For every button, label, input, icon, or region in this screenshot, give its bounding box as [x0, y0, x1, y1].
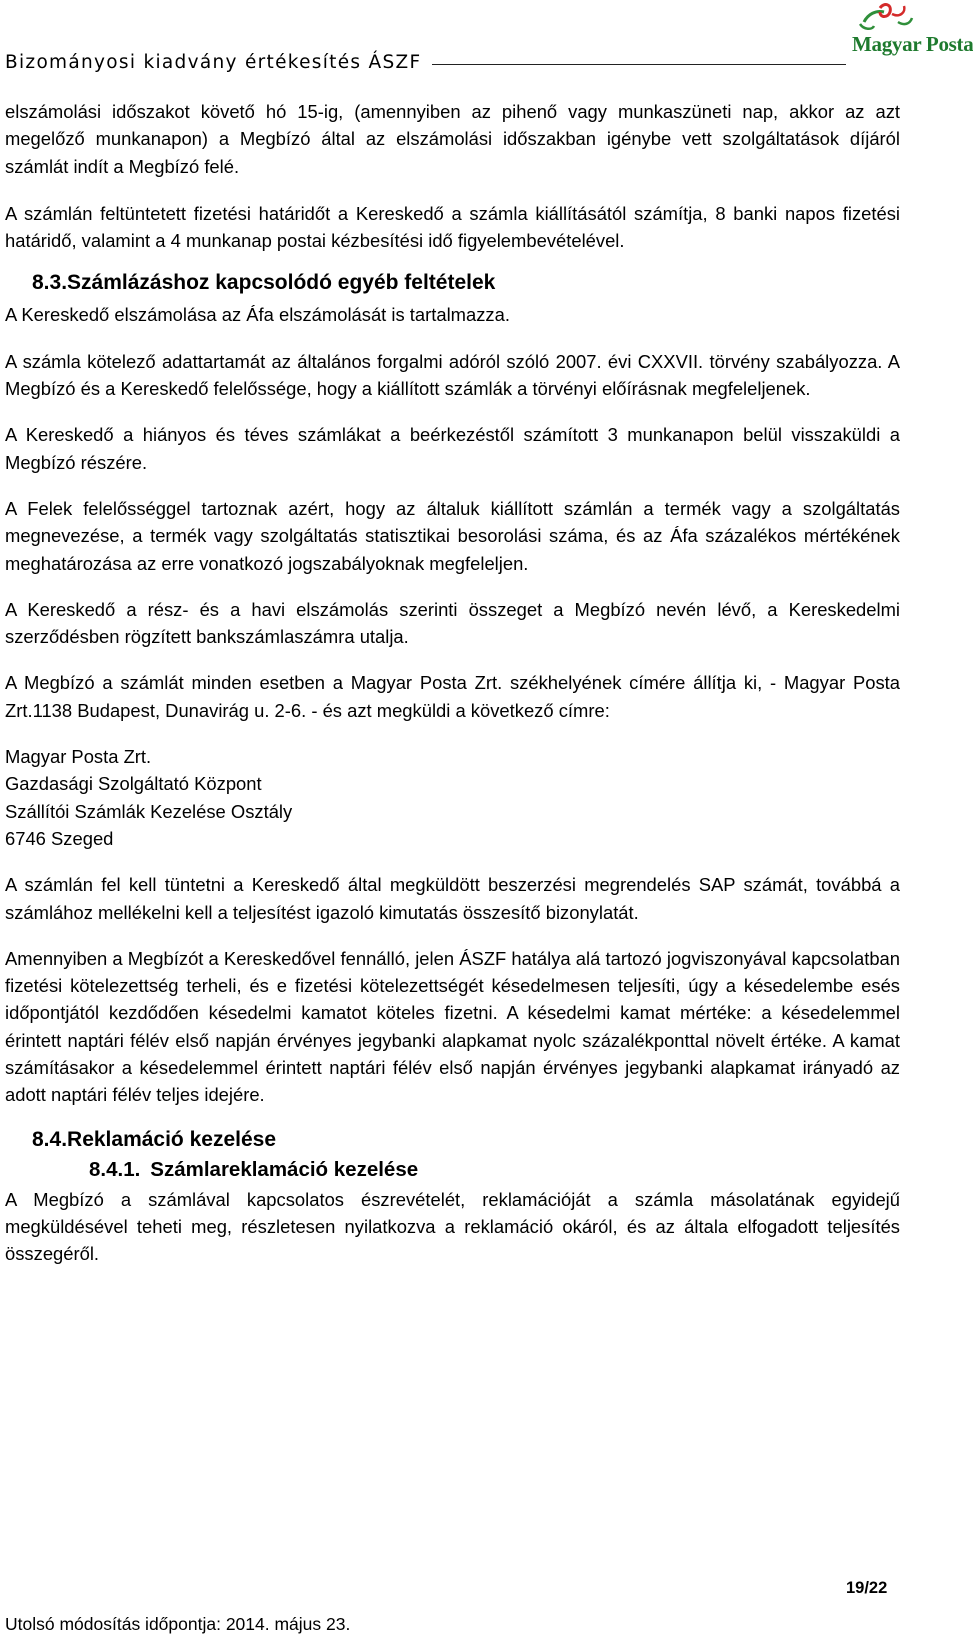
document-body	[5, 98, 900, 1268]
section-number: 8.4.	[32, 1127, 68, 1151]
paragraph: A számla kötelező adattartamát az általános forgalmi adóról szóló 2007. évi CXXVII. törvény szabályozza. A Megbízó és a Kereskedő felelőssége, hogy a kiállított számlák a törvényi előírásnak megfeleljenek.	[5, 350, 900, 400]
paragraph: A Felek felelősséggel tartoznak azért, hogy az általuk kiállított számlán a termék vagy a szolgáltatás megnevezése, a termék vagy szolgáltatás statisztikai besorolási száma, és az Áfa százalékos mértékének meghatározása az erre vonatkozó jogszabályoknak megfeleljen.	[5, 497, 900, 574]
header-rule	[432, 64, 846, 65]
paragraph: A Kereskedő a hiányos és téves számlákat a beérkezéstől számított 3 munkanapon belül visszaküldi a Megbízó részére.	[5, 424, 900, 473]
paragraph: A számlán fel kell tüntetni a Kereskedő által megküldött beszerzési megrendelés SAP számát, továbbá a számlához mellékelni kell a teljesítést igazoló kimutatás összesítő bizonylatát.	[5, 874, 900, 923]
paragraph: elszámolási időszakot követő hó 15-ig, (amennyiben az pihenő vagy munkaszüneti nap, akkor az azt megelőző munkanapon) a Megbízó által az elszámolási időszakban igénybe vett szolgáltatások díjáról számlát indít a Megbízó felé.	[5, 101, 900, 177]
address-block	[5, 743, 900, 852]
paragraph: A Megbízó a számlát minden esetben a Magyar Posta Zrt. székhelyének címére állítja ki, - Magyar Posta Zrt.1138 Budapest, Dunavirág u. 2-6. - és azt megküldi a következő címre:	[5, 672, 900, 721]
document-title: Bizományosi kiadvány értékesítés ÁSZF	[5, 52, 422, 73]
paragraph: A Megbízó a számlával kapcsolatos észrevételét, reklamációját a számla másolatának egyidejű megküldésével teheti meg, részletesen nyilatkozva a reklamáció okáról, és az általa elfogadott teljesítés összegéről.	[5, 1188, 900, 1265]
address-line: Magyar Posta Zrt.	[5, 746, 152, 768]
post-horn-icon	[850, 0, 958, 34]
paragraph: A Kereskedő a rész- és a havi elszámolás szerinti összeget a Megbízó nevén lévő, a Kereskedelmi szerződésben rögzített bankszámlaszámra utalja.	[5, 598, 900, 648]
logo-wordmark: Magyar Posta	[852, 32, 973, 56]
section-title: Számlareklamáció kezelése	[150, 1157, 419, 1181]
section-title: Reklamáció kezelése	[67, 1127, 277, 1151]
paragraph: Amennyiben a Megbízót a Kereskedővel fennálló, jelen ÁSZF hatálya alá tartozó jogviszonyával kapcsolatban fizetési kötelezettség terheli, és e fizetési kötelezettségét késedelmesen teljesíti, úgy a késedelembe esés időpontjától kezdődően késedelmi kamatot köteles fizetni. A késedelmi kamat mértéke: a késedelemmel érintett naptári félév első napján érvényes jegybanki alapkamat nyolc százalékponttal növelt értéke. A kamat számításakor a késedelemmel érintett naptári félév első napján érvényes jegybanki alapkamat irányadó az adott naptári félév teljes idejére.	[5, 947, 900, 1106]
page-header	[0, 0, 973, 80]
section-number: 8.3.	[32, 271, 68, 295]
section-heading-8-3	[5, 268, 900, 298]
section-heading-8-4-1	[5, 1155, 900, 1185]
magyar-posta-logo	[850, 0, 973, 66]
paragraph: A számlán feltüntetett fizetési határidőt a Kereskedő a számla kiállításától számítja, 8 banki napos fizetési határidő, valamint a 4 munkanap postai kézbesítési idő figyelembevételével.	[5, 202, 900, 252]
section-heading-8-4	[5, 1125, 900, 1155]
paragraph: A Kereskedő elszámolása az Áfa elszámolását is tartalmazza.	[5, 304, 510, 326]
section-title: Számlázáshoz kapcsolódó egyéb feltételek	[67, 271, 496, 295]
section-number: 8.4.1.	[89, 1157, 141, 1181]
address-line: 6746 Szeged	[5, 827, 114, 849]
page-number: 19/22	[846, 1579, 888, 1597]
address-line: Szállítói Számlák Kezelése Osztály	[5, 800, 293, 822]
address-line: Gazdasági Szolgáltató Központ	[5, 773, 262, 795]
last-modified-date: Utolsó módosítás időpontja: 2014. május 23.	[5, 1614, 351, 1634]
